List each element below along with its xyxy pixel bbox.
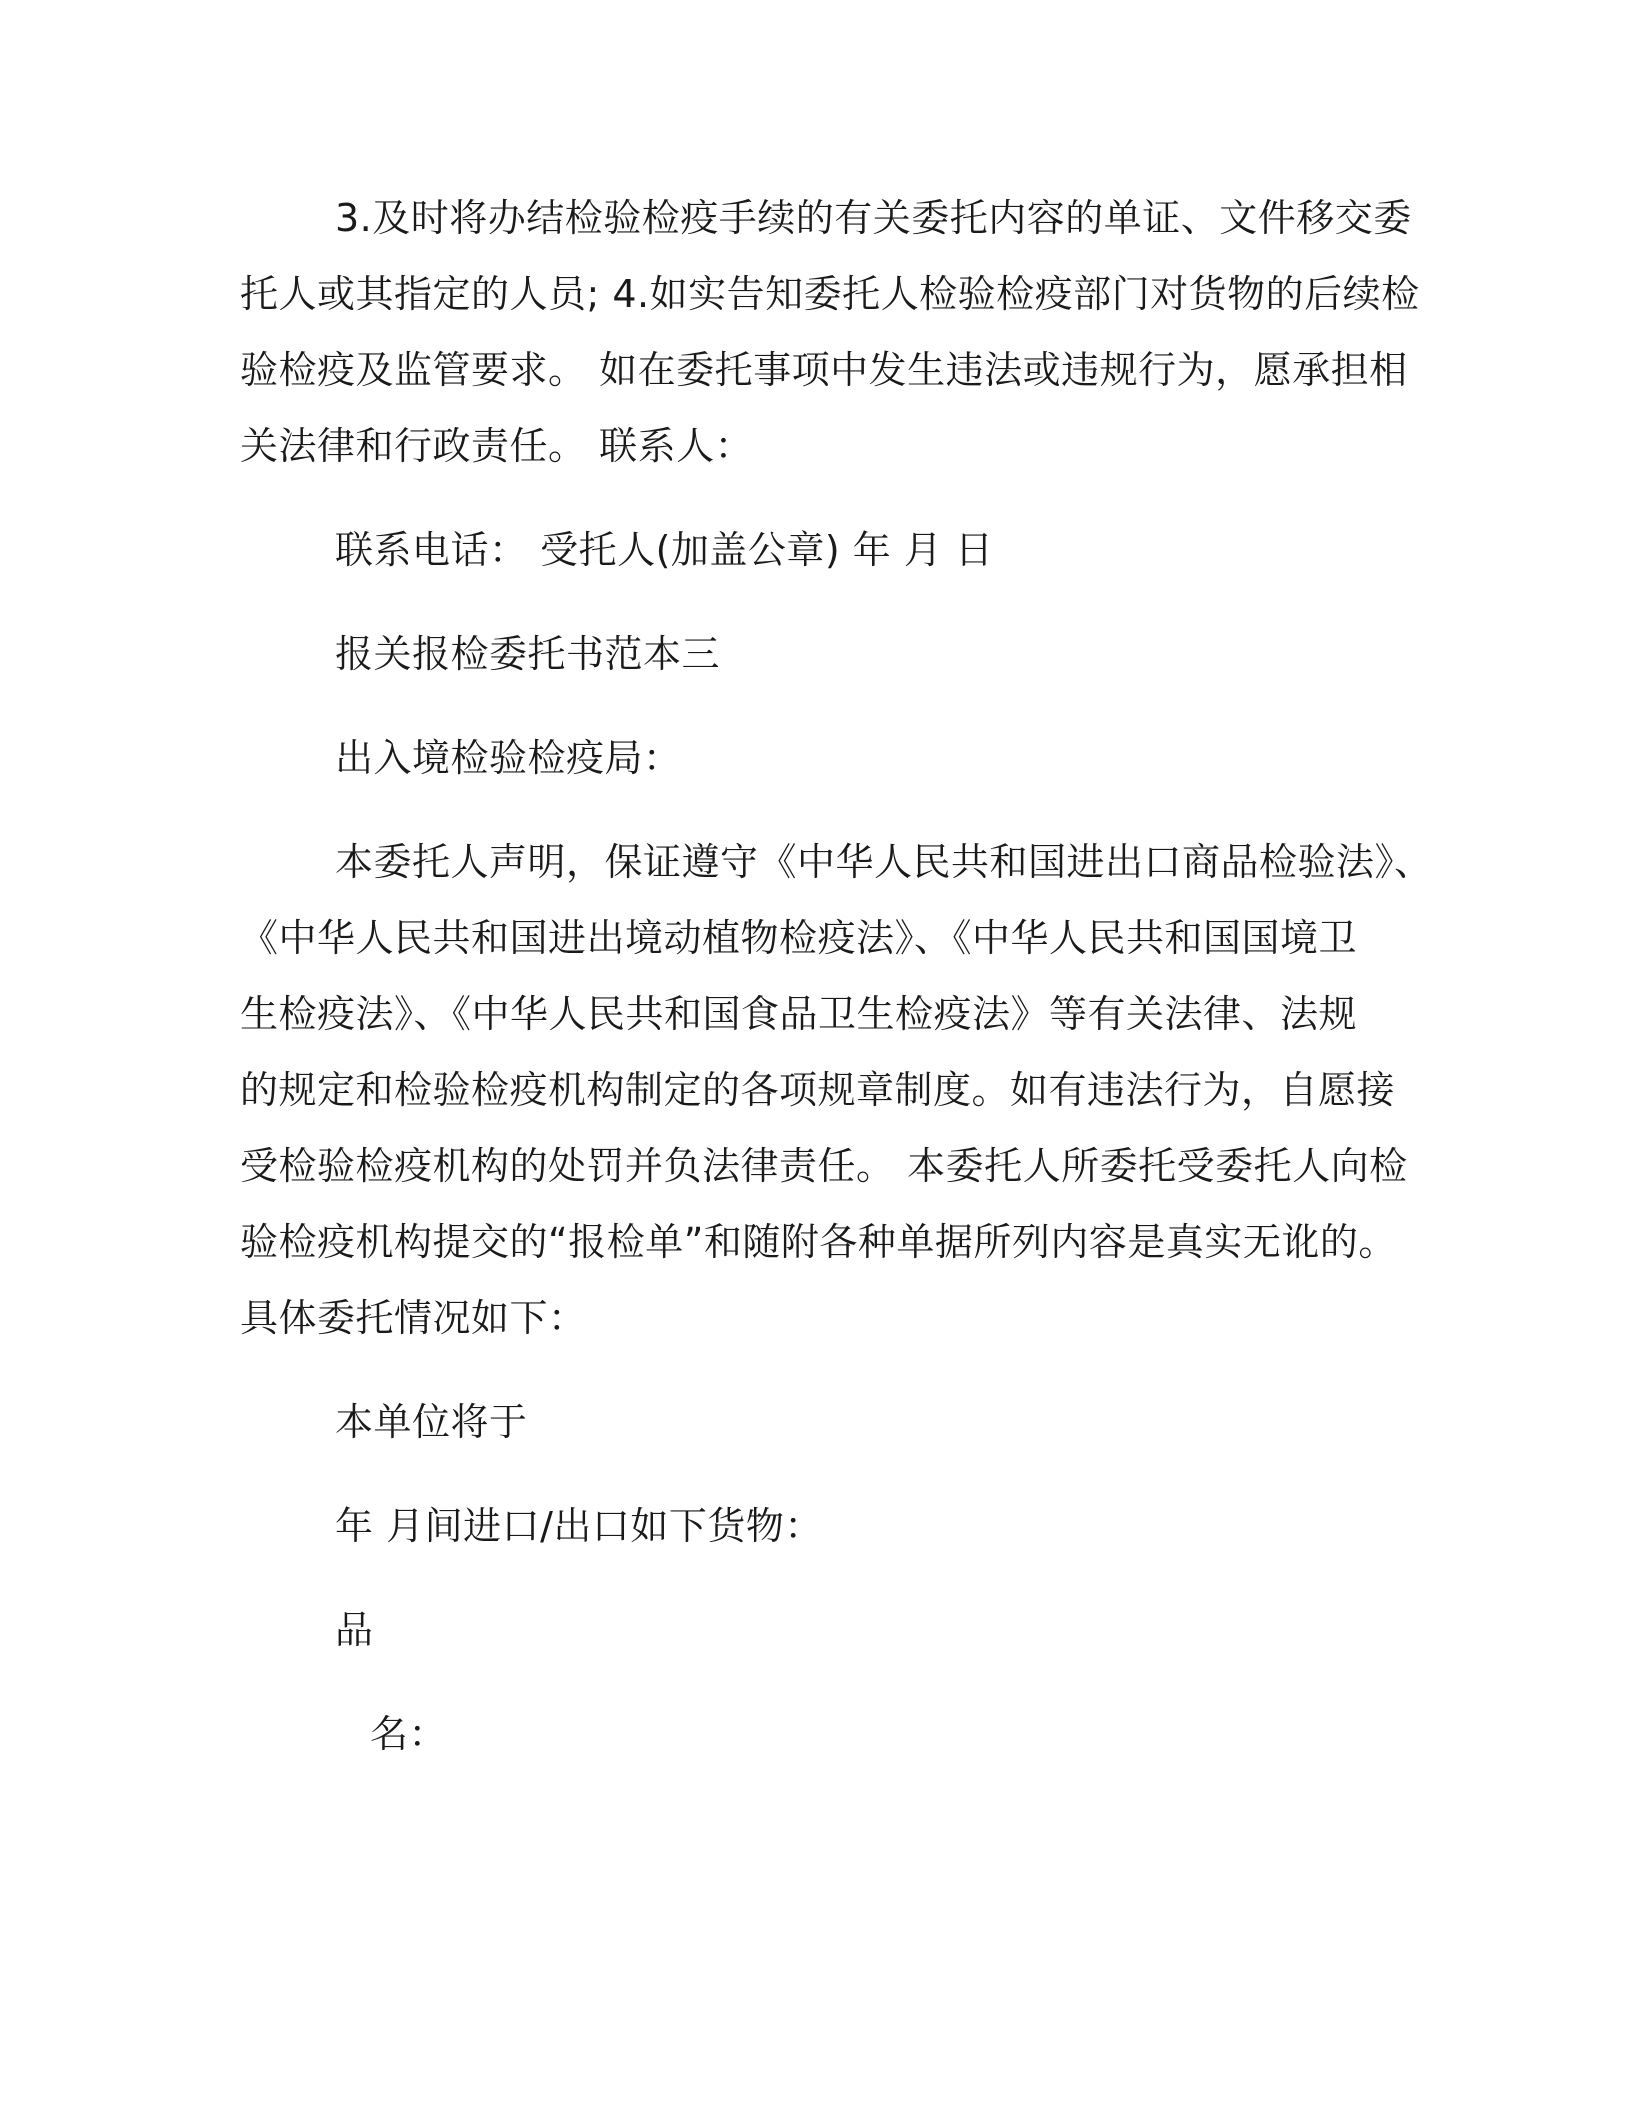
text-line: 联系电话： 受托人(加盖公章) 年 月 日 <box>335 528 994 572</box>
text-line: 《中华人民共和国进出境动植物检疫法》、《中华人民共和国国境卫 <box>240 916 1358 960</box>
text-line: 本单位将于 <box>335 1400 528 1444</box>
text-line: 年 月间进口/出口如下货物： <box>335 1504 823 1548</box>
text-line: 本委托人声明，保证遵守《中华人民共和国进出口商品检验法》、 <box>335 840 1433 884</box>
text-line: 3.及时将办结检验检疫手续的有关委托内容的单证、文件移交委 <box>335 196 1412 240</box>
text-line: 生检疫法》、《中华人民共和国食品卫生检疫法》等有关法律、法规 <box>240 992 1358 1036</box>
text-line: 受检验检疫机构的处罚并负法律责任。 本委托人所委托受委托人向检 <box>240 1144 1408 1188</box>
text-line: 具体委托情况如下： <box>240 1296 587 1340</box>
section-heading: 报关报检委托书范本三 <box>335 632 721 676</box>
text-line: 的规定和检验检疫机构制定的各项规章制度。如有违法行为，自愿接 <box>240 1068 1396 1112</box>
text-line: 名： <box>370 1712 448 1756</box>
text-line: 托人或其指定的人员; 4.如实告知委托人检验检疫部门对货物的后续检 <box>240 272 1420 316</box>
text-line: 验检疫机构提交的“报检单”和随附各种单据所列内容是真实无讹的。 <box>240 1220 1397 1264</box>
text-line: 品 <box>335 1608 374 1652</box>
addressee: 出入境检验检疫局： <box>335 736 682 780</box>
text-line: 关法律和行政责任。 联系人： <box>240 424 754 468</box>
text-line: 验检疫及监管要求。 如在委托事项中发生违法或违规行为，愿承担相 <box>240 348 1408 392</box>
